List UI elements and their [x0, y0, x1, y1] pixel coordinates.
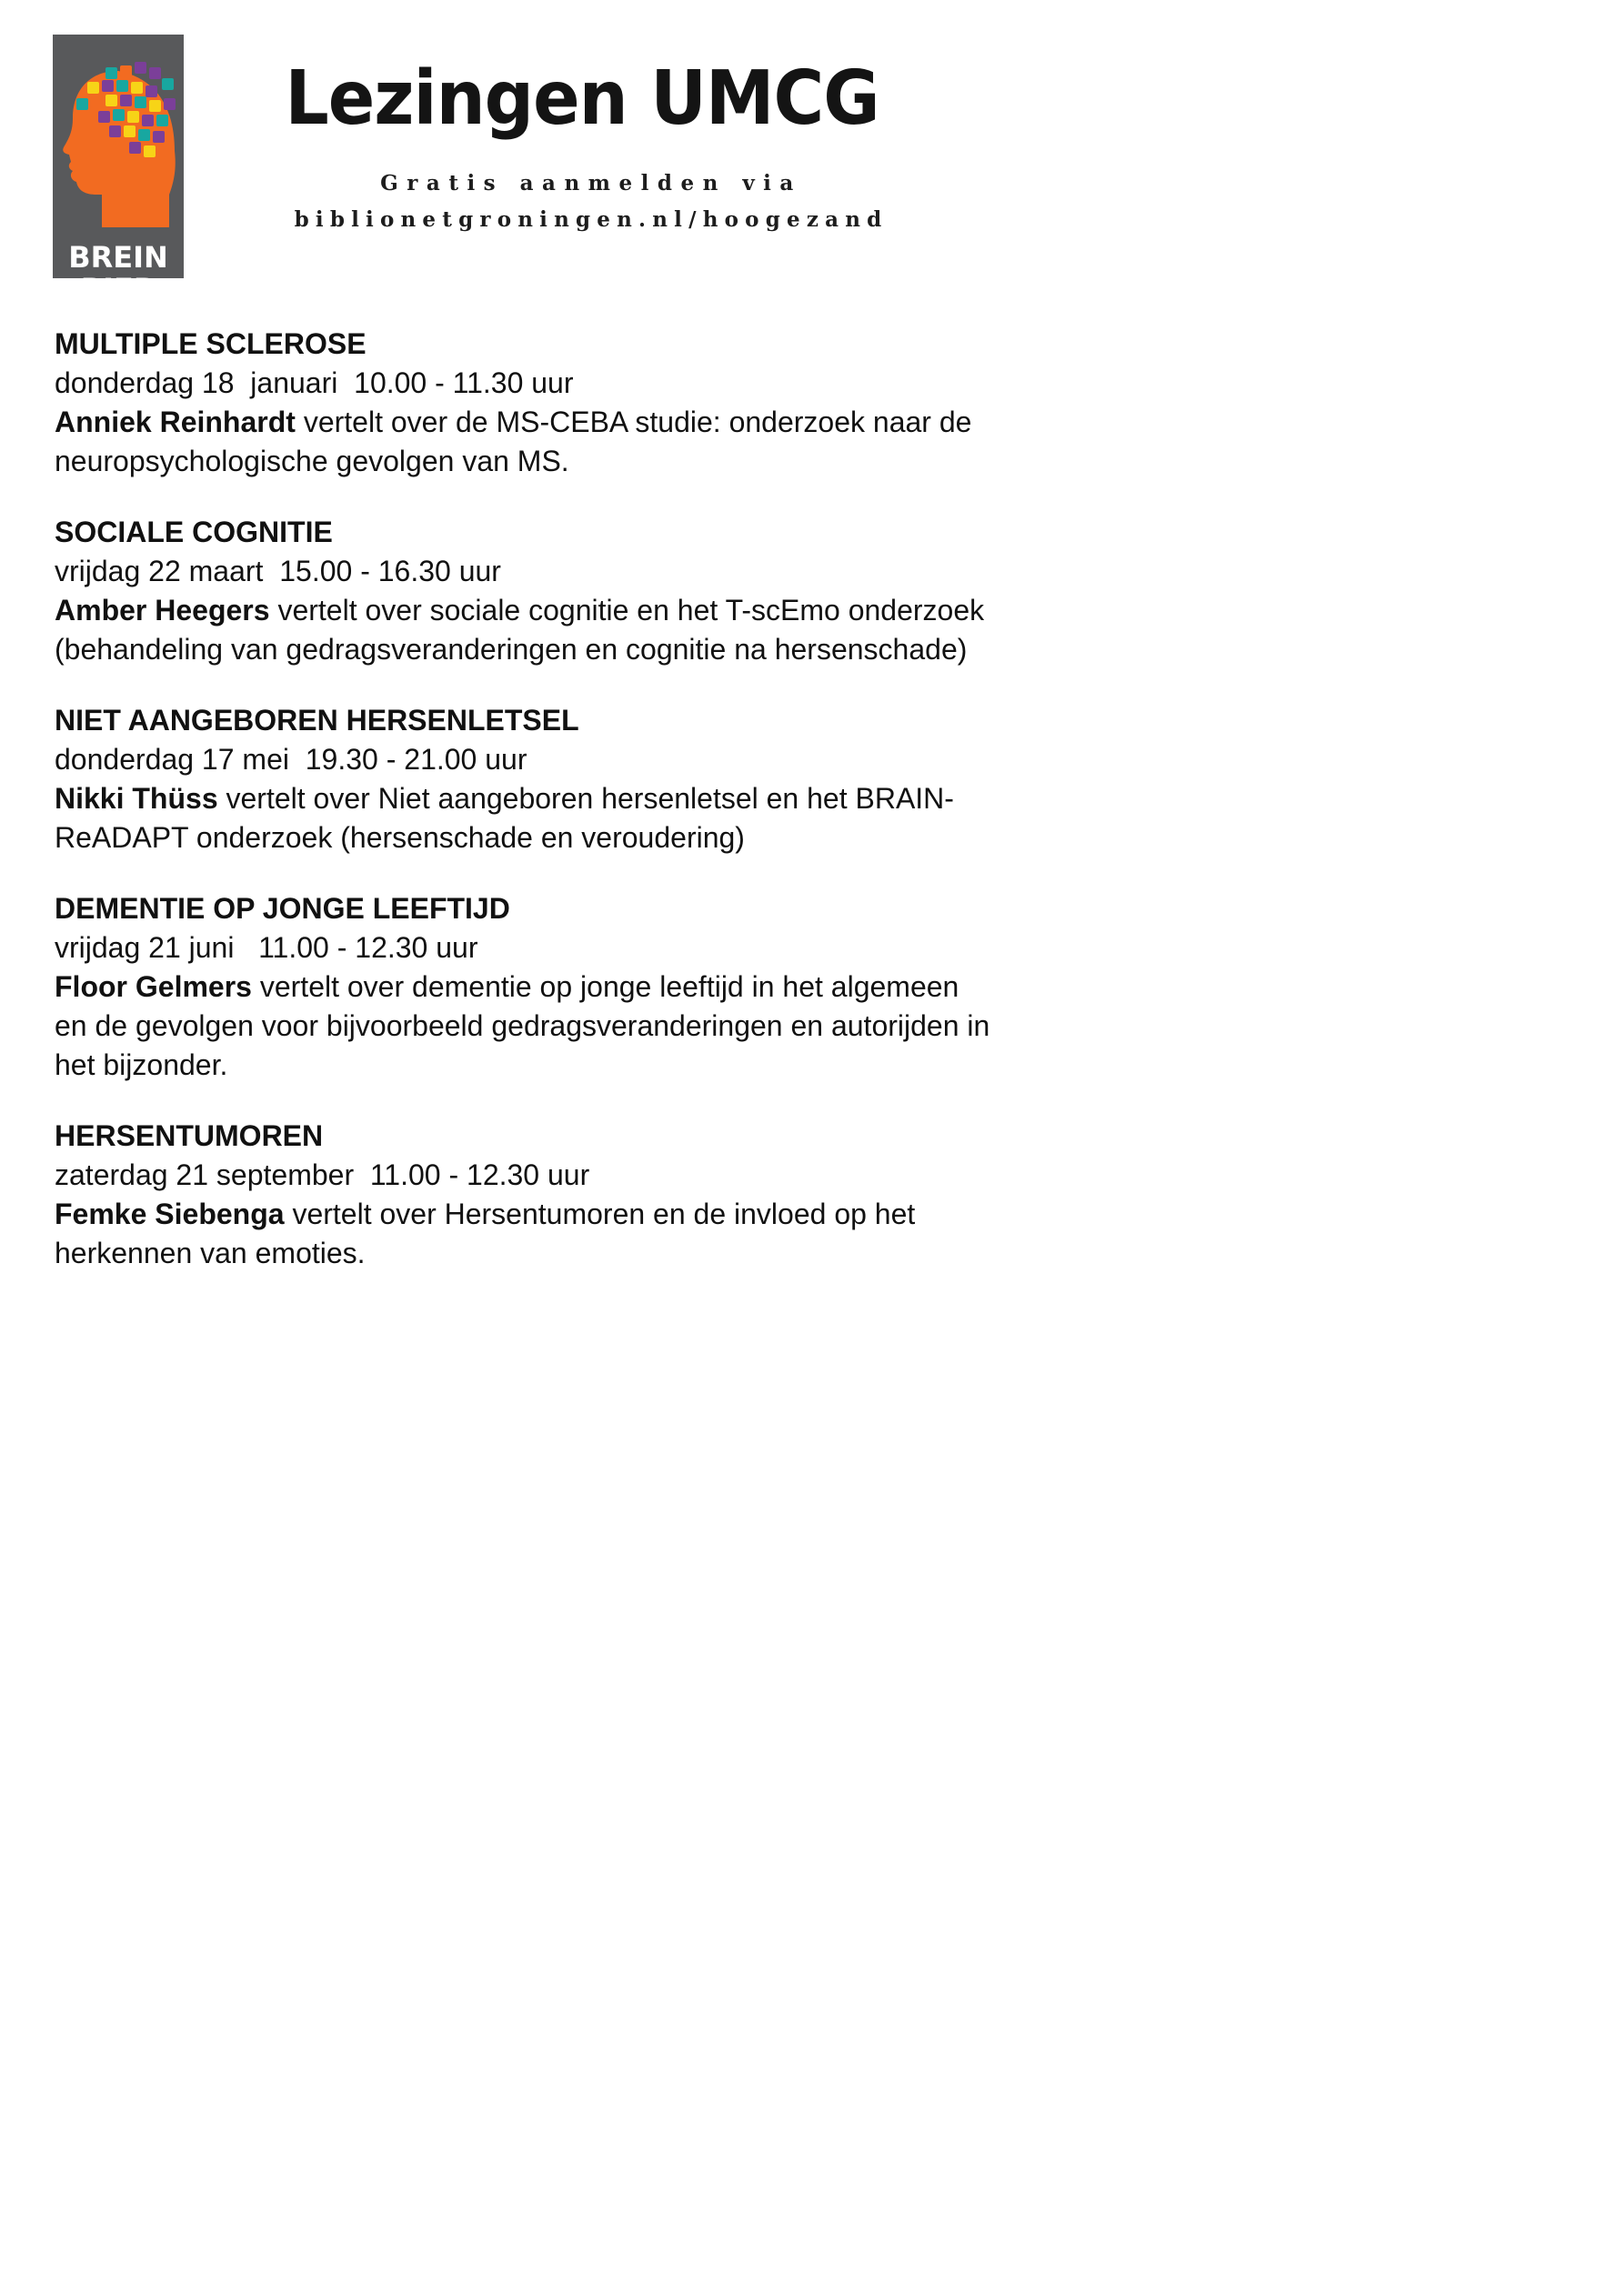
lecture-date: vrijdag 21 juni 11.00 - 12.30 uur: [55, 931, 478, 964]
lecture-heading: HERSENTUMOREN: [55, 1119, 324, 1152]
page-title: Lezingen UMCG: [285, 54, 879, 142]
speaker-name: Floor Gelmers: [55, 970, 252, 1003]
lecture-description: [55, 779, 991, 857]
lecture-heading: DEMENTIE OP JONGE LEEFTIJD: [55, 892, 510, 925]
lecture-heading: NIET AANGEBOREN HERSENLETSEL: [55, 704, 579, 737]
lecture-item: [55, 513, 991, 669]
logo-text-brein: BREIN: [68, 240, 168, 275]
lecture-item: [55, 889, 991, 1085]
lecture-date: donderdag 18 januari 10.00 - 11.30 uur: [55, 366, 574, 399]
lecture-date: donderdag 17 mei 19.30 - 21.00 uur: [55, 743, 527, 776]
lecture-description: [55, 591, 991, 669]
brein-bieb-logo: [53, 35, 184, 306]
lecture-description: [55, 968, 991, 1085]
lecture-description-text: vertelt over Hersentumoren en de invloed op het herkennen van emoties.: [55, 1198, 916, 1269]
lecture-heading: MULTIPLE SCLEROSE: [55, 327, 367, 360]
registration-url: biblionetgroningen.nl/hoogezand: [294, 207, 889, 232]
speaker-name: Amber Heegers: [55, 594, 270, 627]
logo-text-bieb: BIEB: [80, 272, 156, 306]
lecture-description: [55, 403, 991, 481]
registration-text: Gratis aanmelden via: [380, 171, 802, 196]
lecture-item: [55, 325, 991, 481]
speaker-name: Nikki Thüss: [55, 782, 218, 815]
lecture-date: vrijdag 22 maart 15.00 - 16.30 uur: [55, 555, 501, 587]
speaker-name: Anniek Reinhardt: [55, 406, 296, 438]
lecture-description-text: vertelt over dementie op jonge leeftijd in het algemeen en de gevolgen voor bijvoorbeeld gedragsveranderingen en autorijden in het bijzonder.: [55, 970, 990, 1081]
speaker-name: Femke Siebenga: [55, 1198, 285, 1230]
lecture-date: zaterdag 21 september 11.00 - 12.30 uur: [55, 1158, 590, 1191]
lecture-list: [55, 325, 991, 1305]
lecture-item: [55, 1117, 991, 1273]
lecture-item: [55, 701, 991, 857]
head-puzzle-icon: [53, 35, 184, 244]
lecture-description-text: vertelt over sociale cognitie en het T-scEmo onderzoek (behandeling van gedragsveranderingen en cognitie na hersenschade): [55, 594, 985, 666]
lecture-description: [55, 1195, 991, 1273]
lecture-description-text: vertelt over de MS-CEBA studie: onderzoek naar de neuropsychologische gevolgen van MS.: [55, 406, 972, 477]
lecture-heading: SOCIALE COGNITIE: [55, 516, 333, 548]
lecture-description-text: vertelt over Niet aangeboren hersenletsel en het BRAIN-ReADAPT onderzoek (hersenschade en veroudering): [55, 782, 954, 854]
